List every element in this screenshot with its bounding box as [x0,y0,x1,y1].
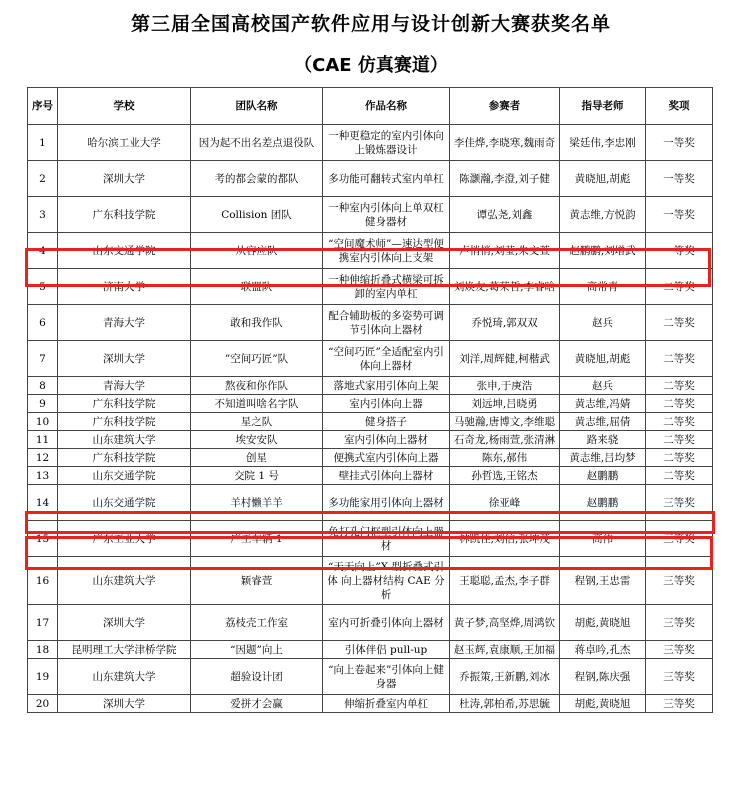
cell-index: 11 [28,431,58,449]
cell-participants: 刘远坤,吕晓勇 [450,395,560,413]
cell-award: 二等奖 [646,431,713,449]
cell-team: 超验设计团 [191,659,323,695]
cell-participants: 谭弘尧,刘鑫 [450,197,560,233]
cell-award: 二等奖 [646,413,713,431]
cell-advisor: 黄晓旭,胡彪 [560,341,646,377]
page-subtitle: （CAE 仿真赛道） [294,55,448,76]
cell-school: 深圳大学 [58,605,191,641]
cell-team: 羊村懒羊羊 [191,485,323,521]
cell-index: 15 [28,521,58,557]
table-row [28,341,713,377]
header-work: 作品名称 [323,88,450,125]
cell-advisor: 黄晓旭,胡彪 [560,161,646,197]
cell-team: 颖睿萱 [191,557,323,605]
cell-team: Collision 团队 [191,197,323,233]
table-row [28,233,713,269]
cell-advisor: 黄志维,方悦韵 [560,197,646,233]
cell-participants: 刘焕友,葛荣哲,李睿晗 [450,269,560,305]
awards-table [27,87,713,713]
cell-school: 广东工业大学 [58,521,191,557]
cell-index: 18 [28,641,58,659]
cell-team: “因题”向上 [191,641,323,659]
table-row [28,413,713,431]
cell-work: 壁挂式引体向上器材 [323,467,450,485]
cell-school: 广东科技学院 [58,197,191,233]
cell-team: 埃安安队 [191,431,323,449]
cell-award: 三等奖 [646,485,713,521]
cell-index: 14 [28,485,58,521]
cell-advisor: 梁廷伟,李忠刚 [560,125,646,161]
cell-participants: 杜涛,郭柏希,苏思毓 [450,695,560,713]
cell-participants: 刘洋,周辉健,柯楷武 [450,341,560,377]
cell-participants: 石奇龙,杨雨萱,张清淋 [450,431,560,449]
cell-participants: 陈灏瀚,李澄,刘子健 [450,161,560,197]
cell-advisor: 赵鹏鹏 [560,467,646,485]
cell-school: 山东建筑大学 [58,557,191,605]
cell-participants: 孙哲选,王铭杰 [450,467,560,485]
cell-school: 山东交通学院 [58,467,191,485]
cell-team: 联盟队 [191,269,323,305]
header-participants: 参赛者 [450,88,560,125]
cell-advisor: 赵鹏鹏,刘增武 [560,233,646,269]
table-row [28,125,713,161]
cell-participants: 赵玉辉,袁康顺,王加福 [450,641,560,659]
cell-award: 三等奖 [646,557,713,605]
cell-participants: 林凯佳,刘信,张坤茂 [450,521,560,557]
header-team: 团队名称 [191,88,323,125]
cell-award: 一等奖 [646,125,713,161]
cell-work: 多功能可翻转式室内单杠 [323,161,450,197]
cell-award: 三等奖 [646,605,713,641]
table-row [28,467,713,485]
cell-index: 7 [28,341,58,377]
cell-work: 引体伴侣 pull-up [323,641,450,659]
cell-advisor: 胡彪,黄晓旭 [560,695,646,713]
cell-index: 8 [28,377,58,395]
cell-advisor: 胡彪,黄晓旭 [560,605,646,641]
cell-team: 创星 [191,449,323,467]
table-row [28,431,713,449]
cell-school: 广东科技学院 [58,413,191,431]
cell-award: 二等奖 [646,449,713,467]
cell-award: 三等奖 [646,659,713,695]
cell-award: 二等奖 [646,269,713,305]
cell-school: 青海大学 [58,377,191,395]
cell-advisor: 赵兵 [560,305,646,341]
cell-participants: 乔悦琦,郭双双 [450,305,560,341]
cell-team: ”空间巧匠”队 [191,341,323,377]
cell-index: 19 [28,659,58,695]
cell-participants: 黄子梦,高坚烨,周鸿钦 [450,605,560,641]
cell-participants: 马驰瀚,唐博文,李维聪 [450,413,560,431]
cell-work: “空间巧匠”全适配室内引体向上器材 [323,341,450,377]
cell-index: 5 [28,269,58,305]
cell-advisor: 高伟 [560,521,646,557]
cell-school: 广东科技学院 [58,395,191,413]
table-row [28,641,713,659]
cell-advisor: 黄志维,冯婧 [560,395,646,413]
cell-school: 山东建筑大学 [58,659,191,695]
cell-school: 深圳大学 [58,161,191,197]
table-row [28,377,713,395]
cell-award: 二等奖 [646,395,713,413]
cell-index: 13 [28,467,58,485]
cell-index: 20 [28,695,58,713]
cell-participants: 陈东,郝伟 [450,449,560,467]
cell-award: 三等奖 [646,641,713,659]
cell-advisor: 高常青 [560,269,646,305]
cell-index: 16 [28,557,58,605]
table-row [28,605,713,641]
cell-work: 一种更稳定的室内引体向上锻炼器设计 [323,125,450,161]
table-row [28,449,713,467]
cell-participants: 乔振策,王新鹏,刘冰 [450,659,560,695]
cell-advisor: 路来骁 [560,431,646,449]
header-index: 序号 [28,88,58,125]
cell-advisor: 赵鹏鹏 [560,485,646,521]
header-award: 奖项 [646,88,713,125]
cell-school: 济南大学 [58,269,191,305]
cell-work: 一种伸缩折叠式横梁可拆卸的室内单杠 [323,269,450,305]
header-advisor: 指导老师 [560,88,646,125]
cell-advisor: 黄志维,吕均梦 [560,449,646,467]
cell-index: 9 [28,395,58,413]
table-row [28,695,713,713]
cell-index: 12 [28,449,58,467]
cell-work: 室内可折叠引体向上器材 [323,605,450,641]
cell-participants: 卢悄悄,刘莹,朱文萱 [450,233,560,269]
cell-index: 1 [28,125,58,161]
cell-award: 三等奖 [646,521,713,557]
cell-advisor: 黄志维,屈倩 [560,413,646,431]
cell-work: “天天向上”X 型折叠式引体 向上器材结构 CAE 分析 [323,557,450,605]
table-body [28,125,713,713]
cell-school: 山东交通学院 [58,485,191,521]
cell-team: 不知道叫啥名字队 [191,395,323,413]
cell-index: 10 [28,413,58,431]
cell-participants: 王聪聪,孟杰,李子群 [450,557,560,605]
cell-work: 一种室内引体向上单双杠健身器材 [323,197,450,233]
cell-advisor: 蒋卓吟,孔杰 [560,641,646,659]
table-row [28,659,713,695]
cell-advisor: 程钢,王忠雷 [560,557,646,605]
cell-award: 二等奖 [646,341,713,377]
cell-work: 落地式家用引体向上架 [323,377,450,395]
table-row [28,161,713,197]
cell-advisor: 赵兵 [560,377,646,395]
cell-school: 深圳大学 [58,341,191,377]
cell-award: 二等奖 [646,305,713,341]
cell-work: 健身搭子 [323,413,450,431]
cell-advisor: 程钢,陈庆强 [560,659,646,695]
cell-school: 哈尔滨工业大学 [58,125,191,161]
cell-award: 一等奖 [646,233,713,269]
table-row [28,485,713,521]
table-row [28,197,713,233]
cell-team: 熬夜和你作队 [191,377,323,395]
cell-index: 4 [28,233,58,269]
cell-school: 深圳大学 [58,695,191,713]
table-row [28,269,713,305]
cell-team: 从容应队 [191,233,323,269]
cell-school: 山东交通学院 [58,233,191,269]
cell-school: 山东建筑大学 [58,431,191,449]
cell-work: 免打孔门框型引体向上器材 [323,521,450,557]
cell-team: 广工车辆 1 [191,521,323,557]
cell-school: 青海大学 [58,305,191,341]
cell-work: 配合辅助板的多姿势可调节引体向上器材 [323,305,450,341]
cell-participants: 张申,于庚浩 [450,377,560,395]
cell-work: 室内引体向上器 [323,395,450,413]
table-row [28,395,713,413]
cell-school: 昆明理工大学津桥学院 [58,641,191,659]
table-header-row [28,88,713,125]
cell-work: 室内引体向上器材 [323,431,450,449]
cell-team: 星之队 [191,413,323,431]
header-school: 学校 [58,88,191,125]
cell-award: 三等奖 [646,695,713,713]
cell-team: 因为起不出名差点退役队 [191,125,323,161]
cell-work: 伸缩折叠室内单杠 [323,695,450,713]
cell-school: 广东科技学院 [58,449,191,467]
table-row [28,305,713,341]
cell-team: 敢和我作队 [191,305,323,341]
cell-award: 一等奖 [646,161,713,197]
cell-participants: 李佳烨,李晓寒,魏雨奇 [450,125,560,161]
cell-index: 3 [28,197,58,233]
cell-work: 便携式室内引体向上器 [323,449,450,467]
cell-team: 交院 1 号 [191,467,323,485]
table-row [28,521,713,557]
cell-work: 多功能家用引体向上器材 [323,485,450,521]
cell-team: 荔枝壳工作室 [191,605,323,641]
cell-work: “空间魔术师”—速达型便携室内引体向上支架 [323,233,450,269]
page-title: 第三届全国高校国产软件应用与设计创新大赛获奖名单 [130,13,611,35]
cell-index: 17 [28,605,58,641]
cell-team: 考的都会蒙的都队 [191,161,323,197]
cell-award: 一等奖 [646,197,713,233]
table-row [28,557,713,605]
cell-team: 爱拼才会赢 [191,695,323,713]
cell-index: 2 [28,161,58,197]
cell-index: 6 [28,305,58,341]
cell-work: “向上卷起来”引体向上健身器 [323,659,450,695]
cell-participants: 徐亚峰 [450,485,560,521]
cell-award: 二等奖 [646,377,713,395]
cell-award: 二等奖 [646,467,713,485]
